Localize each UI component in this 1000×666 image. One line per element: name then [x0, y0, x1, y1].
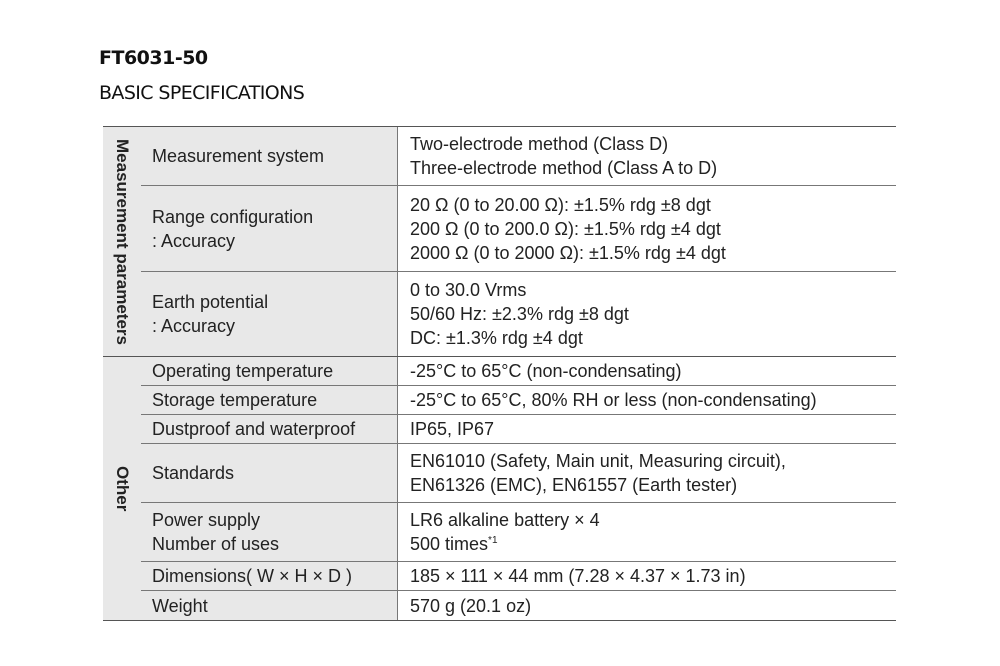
value-line: LR6 alkaline battery × 4	[410, 510, 600, 530]
group-cell-other	[103, 357, 141, 620]
param-earth-potential	[141, 272, 397, 356]
value-line: 50/60 Hz: ±2.3% rdg ±8 dgt	[410, 304, 629, 324]
param-measurement-system	[141, 127, 397, 185]
value-earth-potential	[397, 272, 896, 356]
value-text: 500 times	[410, 534, 489, 554]
param-line: Dustproof and waterproof	[152, 419, 356, 439]
param-line: Earth potential	[152, 292, 269, 312]
param-line: Storage temperature	[152, 390, 318, 410]
value-line: -25°C to 65°C (non-condensating)	[410, 361, 682, 381]
value-line: 2000 Ω (0 to 2000 Ω): ±1.5% rdg ±4 dgt	[410, 242, 726, 263]
param-weight	[141, 591, 397, 620]
value-line: IP65, IP67	[410, 419, 495, 439]
value-line: 0 to 30.0 Vrms	[410, 280, 527, 300]
value-line: -25°C to 65°C, 80% RH or less (non-condensating)	[410, 390, 817, 410]
value-range-configuration	[397, 186, 896, 271]
value-line	[410, 532, 896, 556]
section-title: BASIC SPECIFICATIONS	[99, 82, 305, 104]
value-operating-temperature	[397, 357, 896, 385]
param-line: Standards	[152, 463, 235, 483]
value-line: EN61010 (Safety, Main unit, Measuring circuit),	[410, 451, 786, 471]
model-number: FT6031-50	[99, 47, 208, 69]
value-standards	[397, 444, 896, 502]
param-line: Measurement system	[152, 146, 325, 166]
value-line: 185 × 111 × 44 mm (7.28 × 4.37 × 1.73 in)	[410, 566, 746, 586]
value-line: 570 g (20.1 oz)	[410, 595, 532, 616]
param-dimensions	[141, 562, 397, 590]
group-label-other: Other	[113, 465, 132, 512]
value-dimensions	[397, 562, 896, 590]
value-measurement-system	[397, 127, 896, 185]
param-operating-temperature	[141, 357, 397, 385]
value-line: DC: ±1.3% rdg ±4 dgt	[410, 328, 583, 348]
param-line: Range configuration	[152, 206, 314, 227]
param-line: Number of uses	[152, 534, 280, 554]
spec-table	[103, 126, 896, 621]
value-line: 20 Ω (0 to 20.00 Ω): ±1.5% rdg ±8 dgt	[410, 194, 711, 215]
group-label-measurement: Measurement parameters	[113, 138, 132, 345]
param-line: Power supply	[152, 510, 261, 530]
value-line: Two-electrode method (Class D)	[410, 134, 669, 154]
param-line: : Accuracy	[152, 316, 236, 336]
param-power-supply	[141, 503, 397, 561]
value-weight	[397, 591, 896, 620]
param-line: Operating temperature	[152, 361, 334, 381]
value-power-supply	[397, 503, 896, 561]
value-line: Three-electrode method (Class A to D)	[410, 158, 718, 178]
param-line: Dimensions( W × H × D )	[152, 566, 353, 586]
param-storage-temperature	[141, 386, 397, 414]
param-line: : Accuracy	[152, 230, 236, 251]
value-line: EN61326 (EMC), EN61557 (Earth tester)	[410, 475, 738, 495]
param-standards	[141, 444, 397, 502]
footnote-marker: *1	[488, 535, 498, 546]
param-dustproof-waterproof	[141, 415, 397, 443]
group-cell-measurement	[103, 127, 141, 356]
param-line: Weight	[152, 595, 208, 616]
value-dustproof-waterproof	[397, 415, 896, 443]
param-range-configuration	[141, 186, 397, 271]
value-storage-temperature	[397, 386, 896, 414]
value-line: 200 Ω (0 to 200.0 Ω): ±1.5% rdg ±4 dgt	[410, 218, 721, 239]
